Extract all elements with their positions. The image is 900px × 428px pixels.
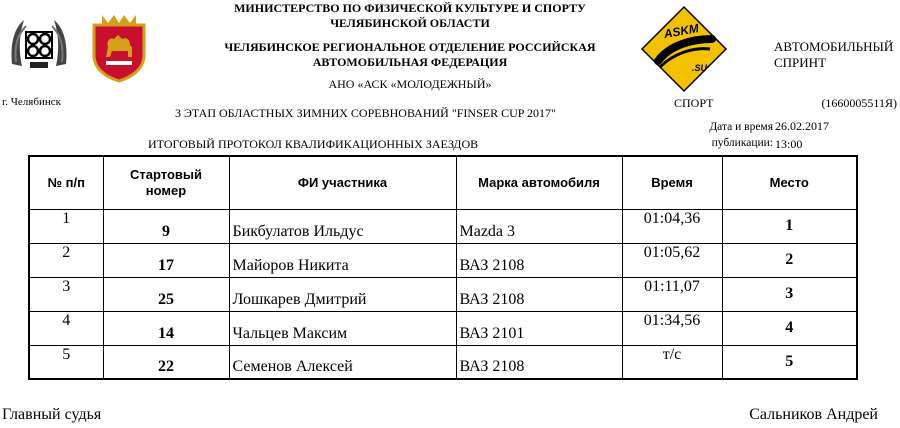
row-start-number: 22: [103, 345, 229, 379]
row-participant: Бикбулатов Ильдус: [229, 209, 456, 243]
row-time: 01:11,07: [622, 277, 722, 311]
organizer: АНО «АСК «МОЛОДЕЖНЫЙ»: [328, 77, 492, 91]
row-num: 2: [29, 243, 103, 277]
row-car: ВАЗ 2108: [456, 277, 622, 311]
publication-datetime-value: [775, 117, 829, 153]
discipline-line1: АВТОМОБИЛЬНЫЙ: [774, 39, 894, 54]
ministry-line2: ЧЕЛЯБИНСКОЙ ОБЛАСТИ: [330, 16, 490, 30]
datetime-label-line1: Дата и время: [709, 121, 773, 133]
row-car: Mazda 3: [456, 209, 622, 243]
header-car: Марка автомобиля: [456, 156, 622, 209]
results-table: [28, 155, 858, 380]
event-title: 3 ЭТАП ОБЛАСТНЫХ ЗИМНИХ СОРЕВНОВАНИЙ "FINSER CUP 2017": [175, 106, 556, 120]
header-start-line1: Стартовый: [130, 166, 202, 182]
discipline-line2: СПРИНТ: [774, 55, 827, 70]
header-start-number: [103, 156, 229, 209]
discipline-label: [774, 39, 893, 71]
sport-code: (1660005511Я): [821, 96, 897, 110]
publication-datetime-label: [693, 119, 773, 151]
header-participant: ФИ участника: [229, 156, 456, 209]
row-start-number: 9: [103, 209, 229, 243]
row-time: 01:34,56: [622, 311, 722, 345]
row-place: 2: [722, 243, 857, 277]
chief-judge-name: Сальников Андрей: [749, 406, 878, 423]
federation-line2: АВТОМОБИЛЬНАЯ ФЕДЕРАЦИЯ: [312, 55, 508, 69]
ministry-header: [170, 1, 650, 31]
table-header-row: [29, 156, 857, 209]
row-place: 3: [722, 277, 857, 311]
row-start-number: 17: [103, 243, 229, 277]
table-row: [29, 209, 857, 243]
ministry-line1: МИНИСТЕРСТВО ПО ФИЗИЧЕСКОЙ КУЛЬТУРЕ И СПОРТУ: [234, 1, 586, 15]
row-num: 1: [29, 209, 103, 243]
ask-molodezhny-logo: [640, 5, 728, 93]
row-car: ВАЗ 2108: [456, 345, 622, 379]
row-num: 3: [29, 277, 103, 311]
ask-logo-text: ASKM: [662, 21, 700, 42]
row-time: 01:05,62: [622, 243, 722, 277]
ask-logo-subtext: .SU: [692, 63, 708, 73]
row-place: 5: [722, 345, 857, 379]
row-num: 4: [29, 311, 103, 345]
row-place: 4: [722, 311, 857, 345]
table-row: [29, 243, 857, 277]
row-car: ВАЗ 2108: [456, 243, 622, 277]
header-start-line2: номер: [145, 182, 187, 198]
city: г. Челябинск: [2, 96, 61, 108]
header-num: № п/п: [29, 156, 103, 209]
header-place: Место: [722, 156, 857, 209]
header-time: Время: [622, 156, 722, 209]
publication-date: 26.02.2017: [775, 119, 829, 133]
row-num: 5: [29, 345, 103, 379]
publication-time: 13:00: [775, 137, 803, 151]
sport-label: СПОРТ: [674, 96, 714, 110]
row-place: 1: [722, 209, 857, 243]
row-time: 01:04,36: [622, 209, 722, 243]
protocol-title: ИТОГОВЫЙ ПРОТОКОЛ КВАЛИФИКАЦИОННЫХ ЗАЕЗДОВ: [148, 137, 479, 151]
row-time: т/с: [622, 345, 722, 379]
chelyabinsk-crest-logo: [88, 11, 150, 83]
sports-federation-logo: [8, 14, 70, 76]
row-start-number: 25: [103, 277, 229, 311]
table-row: [29, 345, 857, 379]
row-participant: Лошкарев Дмитрий: [229, 277, 456, 311]
row-participant: Майоров Никита: [229, 243, 456, 277]
federation-header: [170, 40, 650, 70]
row-participant: Чальцев Максим: [229, 311, 456, 345]
table-row: [29, 277, 857, 311]
row-car: ВАЗ 2101: [456, 311, 622, 345]
row-participant: Семенов Алексей: [229, 345, 456, 379]
row-start-number: 14: [103, 311, 229, 345]
table-row: [29, 311, 857, 345]
chief-judge-label: Главный судья: [2, 406, 102, 423]
datetime-label-line2: публикации:: [711, 137, 773, 149]
federation-line1: ЧЕЛЯБИНСКОЕ РЕГИОНАЛЬНОЕ ОТДЕЛЕНИЕ РОССИЙСКАЯ: [224, 40, 596, 54]
